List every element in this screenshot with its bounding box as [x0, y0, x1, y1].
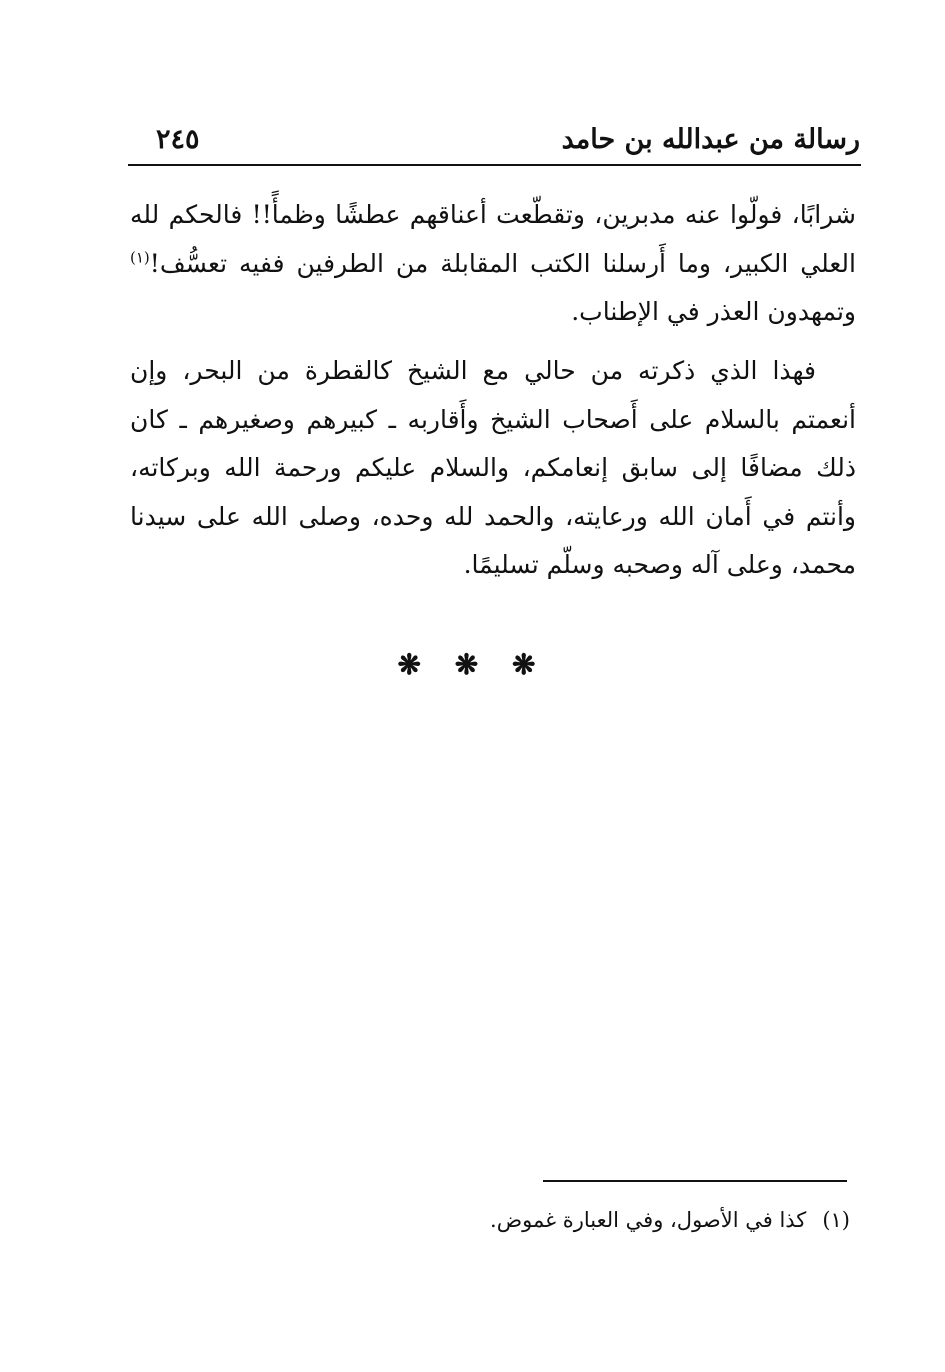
section-separator: ❋ ❋ ❋	[397, 648, 548, 681]
running-header	[128, 124, 860, 164]
paragraph-2: فهذا الذي ذكرته من حالي مع الشيخ كالقطرة من البحر، وإن أنعمتم بالسلام على أَصحاب الشيخ وأَقاربه ـ كبيرهم وصغيرهم ـ كان ذلك مضافًا إلى سابق إنعامكم، والسلام عليكم ورحمة الله وبركاته، وأنتم في أَمان الله ورعايته، والحمد لله وحده، وصلى الله على سيدنا محمد، وعلى آله وصحبه وسلّم تسليمًا.	[130, 356, 856, 579]
paragraph-1-text-end: وتمهدون العذر في الإطناب.	[571, 297, 856, 326]
paragraph-1-text: شرابًا، فولّوا عنه مدبرين، وتقطّعت أعناقهم عطشًا وظمأً!! فالحكم لله العلي الكبير، وما أَرسلنا الكتب المقابلة من الطرفين ففيه تعسُّف!	[130, 200, 856, 278]
page-number: ٢٤٥	[156, 124, 200, 155]
footnote	[490, 1208, 850, 1232]
running-title: رسالة من عبدالله بن حامد	[561, 124, 860, 155]
footnote-rule	[543, 1180, 847, 1182]
footnote-number: (١)	[822, 1208, 850, 1232]
footnote-text: كذا في الأصول، وفي العبارة غموض.	[490, 1208, 807, 1232]
footnote-reference[interactable]: (١)	[130, 248, 150, 267]
paragraph-1	[130, 191, 856, 337]
header-rule	[128, 164, 861, 166]
